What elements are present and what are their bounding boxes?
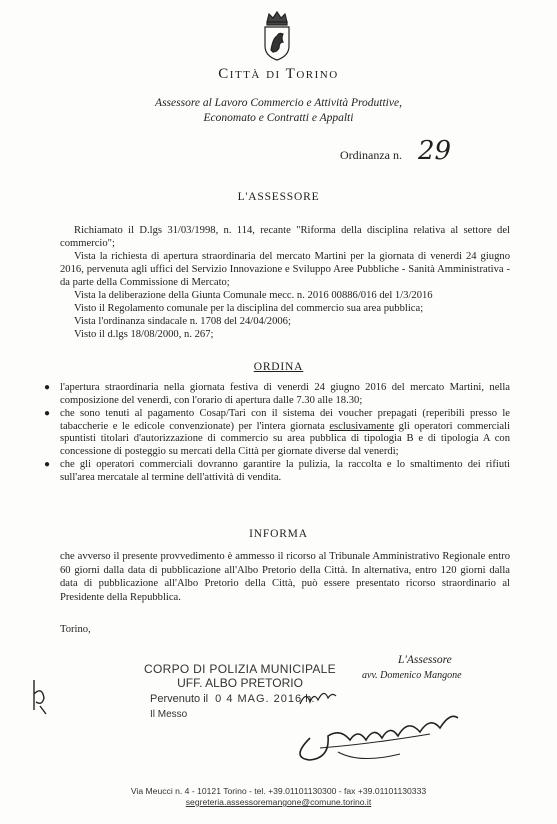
recital: Richiamato il D.lgs 31/03/1998, n. 114, recante "Riforma della disciplina relativa al settore del commercio"; [60, 225, 510, 249]
stamp-date: 0 4 MAG. 2016 [215, 693, 303, 705]
recital: Visto il d.lgs 18/08/2000, n. 267; [74, 329, 214, 340]
ordinance-number: 29 [418, 136, 452, 166]
order-list [44, 382, 511, 485]
bullet-icon: ● [44, 459, 51, 470]
recital: Vista la richiesta di apertura straordinaria del mercato Martini per la giornata di venerdi 24 giugno 2016, pervenuta agli uffici del Servizio Innovazione e Sviluppo Aree Pubbliche - Sanità Amministrativa - da parte della Commissione di Mercato; [60, 251, 510, 288]
bullet-icon: ● [44, 408, 51, 419]
stamp-line-1: CORPO DI POLIZIA MUNICIPALE [144, 662, 336, 676]
order-item: ● che gli operatori commerciali dovranno garantire la pulizia, la raccolta e lo smaltimento dei rifiuti sull'area mercatale al termine dell'attività di vendita. [44, 459, 510, 483]
recital: Vista la deliberazione della Giunta Comunale mecc. n. 2016 00886/016 del 1/3/2016 [74, 290, 433, 301]
stamp-received: Pervenuto il 0 4 MAG. 2016 h. [150, 693, 315, 705]
footer-email: segreteria.assessoremangone@comune.torino.it [185, 797, 372, 807]
stamp-messenger: Il Messo [150, 709, 188, 720]
order-item: ● che sono tenuti al pagamento Cosap/Tari con il sistema dei voucher prepagati (reperibili presso le tabaccherie e le edicole convenzionate) per l'intera giornata esclusivamente gli operatori commerciali spuntisti titolari d'autorizzazione di commercio su area pubblica di tipologia B e di tipologia A con concessione di posteggio su mercati della Città per giornate diverse dal venerdì; [44, 408, 511, 457]
info-text: che avverso il presente provvedimento è ammesso il ricorso al Tribunale Amministrativo Regionale entro 60 giorni dalla data di pubblicazione all'Albo Pretorio della Città. In alternativa, entro 120 giorni dalla data di pubblicazione all'Albo Pretorio della Città, può essere presentato ricorso straordinario al Presidente della Repubblica. [60, 551, 510, 603]
stamp-hour-scribble [298, 686, 338, 710]
department-name [0, 96, 557, 126]
info-heading: INFORMA [249, 528, 308, 540]
signatory-role: L'Assessore [398, 654, 452, 666]
recital: Visto il Regolamento comunale per la disciplina del commercio sua area pubblica; [74, 303, 424, 314]
footer-address: Via Meucci n. 4 - 10121 Torino - tel. +39.01101130300 - fax +39.01101130333 [130, 786, 427, 796]
recitals [60, 224, 510, 341]
department-line-2: Economato e Contratti e Appalti [203, 112, 354, 124]
order-item: ● l'apertura straordinaria nella giornata festiva di venerdi 24 giugno 2016 del mercato Martini, nella composizione del venerdì, con l'orario di apertura dalle 7.30 alle 18.30; [44, 382, 510, 406]
margin-initials [28, 676, 50, 716]
city-name: Città di Torino [218, 66, 339, 82]
recital: Vista l'ordinanza sindacale n. 1708 del 24/04/2006; [74, 316, 291, 327]
city-crest-icon [259, 8, 295, 62]
ordinance-label: Ordinanza n. [340, 148, 402, 162]
bullet-icon: ● [44, 382, 51, 393]
document-title: L'ASSESSORE [237, 191, 320, 203]
place: Torino, [60, 624, 91, 635]
stamp-line-2: UFF. ALBO PRETORIO [177, 676, 303, 690]
signatory-name: avv. Domenico Mangone [362, 670, 462, 681]
emphasis-text: esclusivamente [329, 420, 395, 432]
department-line-1: Assessore al Lavoro Commercio e Attività Produttive, [155, 97, 402, 109]
order-heading: ORDINA [253, 361, 304, 373]
